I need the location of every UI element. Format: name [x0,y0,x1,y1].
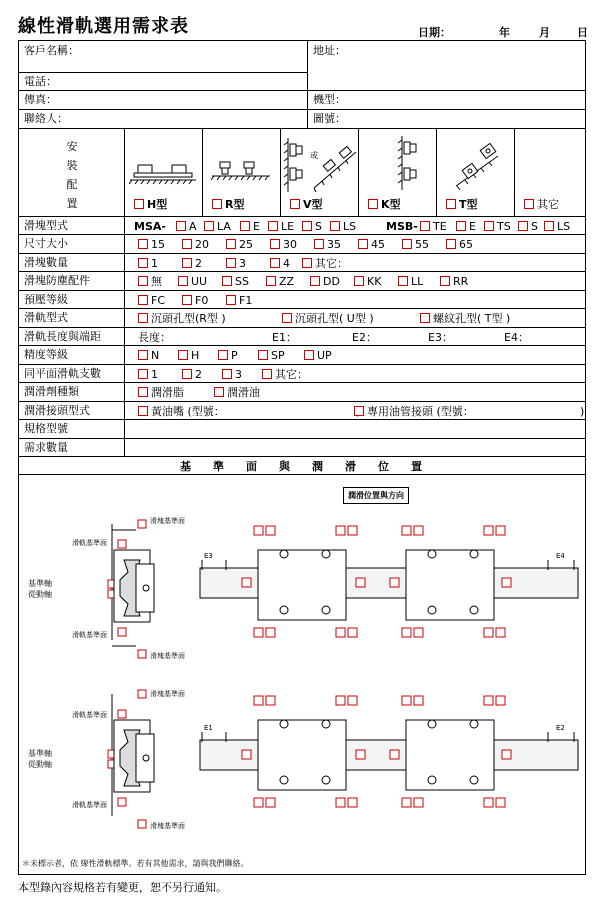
address-label: 地址： [313,44,346,57]
install-k-type[interactable]: K型 [368,198,401,212]
block-qty-4[interactable]: 4 [270,257,290,271]
rails-count-other[interactable]: 其它： [262,368,308,382]
block-qty-1[interactable]: 1 [138,257,158,271]
msb-ts[interactable]: TS [484,220,511,234]
size-35[interactable]: 35 [314,238,341,252]
e4-field[interactable]: E4： [504,331,529,344]
date-day: 日 [577,26,588,39]
row-label-quantity: 需求數量 [24,441,68,454]
dust-dd[interactable]: DD [310,275,340,289]
h-type-icon [129,165,196,184]
other-type-checkbox[interactable] [524,199,534,209]
fax-label: 傳真： [24,93,57,106]
ref-face-label-1: 滑塊基準面 [150,517,185,525]
block-qty-2[interactable]: 2 [182,257,202,271]
row-label-lube: 潤滑劑種類 [24,385,79,398]
fitting-oil-end: ) [580,405,585,418]
rails-count-2[interactable]: 2 [182,368,202,382]
size-65[interactable]: 65 [446,238,473,252]
row-label-rail-length: 滑軌長度與端距 [24,330,101,343]
v-type-checkbox[interactable] [290,199,300,209]
or-text: 或 [310,151,318,160]
rails-count-3[interactable]: 3 [222,368,242,382]
preload-fc[interactable]: FC [138,294,165,308]
preload-f1[interactable]: F1 [226,294,252,308]
rails-count-1[interactable]: 1 [138,368,158,382]
ref-face-label-2: 滑塊基準面 [150,652,185,660]
row-label-preload: 預壓等級 [24,293,68,306]
msa-e[interactable]: E [240,220,260,234]
preload-f0[interactable]: F0 [182,294,208,308]
accuracy-p[interactable]: P [218,349,238,363]
drawing-number-label: 圖號： [313,112,346,125]
msb-e[interactable]: E [456,220,476,234]
block-qty-3[interactable]: 3 [226,257,246,271]
t-type-checkbox[interactable] [446,199,456,209]
dust-uu[interactable]: UU [178,275,207,289]
fitting-grease-nipple[interactable]: 黃油嘴 (型號： [138,405,225,419]
size-45[interactable]: 45 [358,238,385,252]
top-view-diagrams [196,510,582,850]
rail-type-r[interactable]: 沉頭孔型(R型 ) [138,312,226,326]
ref-face-label-4: 滑塊基準面 [150,822,185,830]
rail-length-label[interactable]: 長度： [138,331,171,344]
size-15[interactable]: 15 [138,238,165,252]
row-label-dust: 滑塊防塵配件 [24,274,90,287]
cross-section-diagrams [40,510,220,850]
row-label-accuracy: 精度等級 [24,348,68,361]
size-20[interactable]: 20 [182,238,209,252]
e2-field[interactable]: E2： [352,331,377,344]
size-55[interactable]: 55 [402,238,429,252]
reference-heading: 基 準 面 與 潤 滑 位 置 [180,460,422,473]
size-25[interactable]: 25 [226,238,253,252]
msa-la[interactable]: LA [204,220,231,234]
r-type-icon [211,162,270,180]
t-type-icon [456,143,498,190]
install-diagrams [124,128,585,216]
block-qty-other[interactable]: 其它： [302,257,348,271]
k-type-icon [398,136,416,190]
axis-label-1: 基準軸 從動軸 [28,579,52,599]
e3-field[interactable]: E3： [428,331,453,344]
dust-rr[interactable]: RR [440,275,468,289]
k-type-checkbox[interactable] [368,199,378,209]
accuracy-up[interactable]: UP [304,349,332,363]
install-other-type[interactable]: 其它 [524,198,559,212]
install-label: 安 裝 配 置 [66,140,78,210]
row-label-rail-type: 滑軌型式 [24,311,68,324]
rail-type-u[interactable]: 沉頭孔型( U型 ) [282,312,374,326]
v-type-icon [284,138,356,192]
date-month: 月 [539,26,550,39]
install-t-type[interactable]: T型 [446,198,478,212]
dust-ss[interactable]: SS [222,275,249,289]
row-label-spec-model: 規格型號 [24,422,68,435]
accuracy-sp[interactable]: SP [258,349,285,363]
dust-kk[interactable]: KK [354,275,381,289]
lube-direction-label: 潤滑位置與方向 [343,487,409,504]
phone-label: 電話： [24,75,57,88]
dust-ll[interactable]: LL [398,275,423,289]
e3-mark: E3 [204,552,213,560]
msb-te[interactable]: TE [420,220,447,234]
rail-type-t[interactable]: 螺紋孔型( T型 ) [420,312,510,326]
install-v-type[interactable]: V型 [290,198,323,212]
msa-a[interactable]: A [176,220,197,234]
date-label: 日期： [418,26,451,39]
dust-zz[interactable]: ZZ [266,275,294,289]
machine-model-label: 機型： [313,93,346,106]
rail-ref-label-4: 滑軌基準面 [72,801,107,809]
msb-ls[interactable]: LS [544,220,570,234]
lube-oil[interactable]: 潤滑油 [214,386,260,400]
ref-face-label-3: 滑塊基準面 [150,690,185,698]
install-r-type[interactable]: R型 [212,198,244,212]
dust-none[interactable]: 無 [138,275,162,289]
rail-ref-label-2: 滑軌基準面 [72,631,107,639]
fitting-oil-pipe[interactable]: 專用油管接頭 (型號： [350,405,474,419]
accuracy-h[interactable]: H [178,349,199,363]
rail-ref-label-1: 滑軌基準面 [72,539,107,547]
e1-mark: E1 [204,724,213,732]
row-label-rails-count: 同平面滑軌支數 [24,367,101,380]
e2-mark: E2 [556,724,565,732]
row-label-lube-fitting: 潤滑接頭型式 [24,404,90,417]
date-year: 年 [499,26,510,39]
msa-ls[interactable]: LS [330,220,356,234]
msa-le[interactable]: LE [268,220,294,234]
note-text: ＊未標示者，依 線性滑軌標準。若有其他需求，請與我們聯絡。 [22,859,249,868]
lube-grease[interactable]: 潤滑脂 [138,386,184,400]
footer-text: 本型錄內容規格若有變更，恕不另行通知。 [18,881,227,894]
accuracy-n[interactable]: N [138,349,159,363]
r-type-checkbox[interactable] [212,199,222,209]
e4-mark: E4 [556,552,565,560]
rail-ref-label-3: 滑軌基準面 [72,711,107,719]
customer-name-label: 客戶名稱： [24,44,79,57]
page-title: 線性滑軌選用需求表 [18,16,189,37]
msb-prefix: MSB- [386,220,418,233]
size-30[interactable]: 30 [270,238,297,252]
row-label-size: 尺寸大小 [24,237,68,250]
h-type-checkbox[interactable] [134,199,144,209]
row-label-block-type: 滑塊型式 [24,219,68,232]
msb-s[interactable]: S [518,220,538,234]
contact-label: 聯絡人： [24,112,68,125]
row-label-block-qty: 滑塊數量 [24,256,68,269]
e1-field[interactable]: E1： [272,331,297,344]
axis-label-2: 基準軸 從動軸 [28,749,52,769]
msa-s[interactable]: S [302,220,322,234]
msa-prefix: MSA- [134,220,166,233]
install-h-type[interactable]: H型 [134,198,167,212]
